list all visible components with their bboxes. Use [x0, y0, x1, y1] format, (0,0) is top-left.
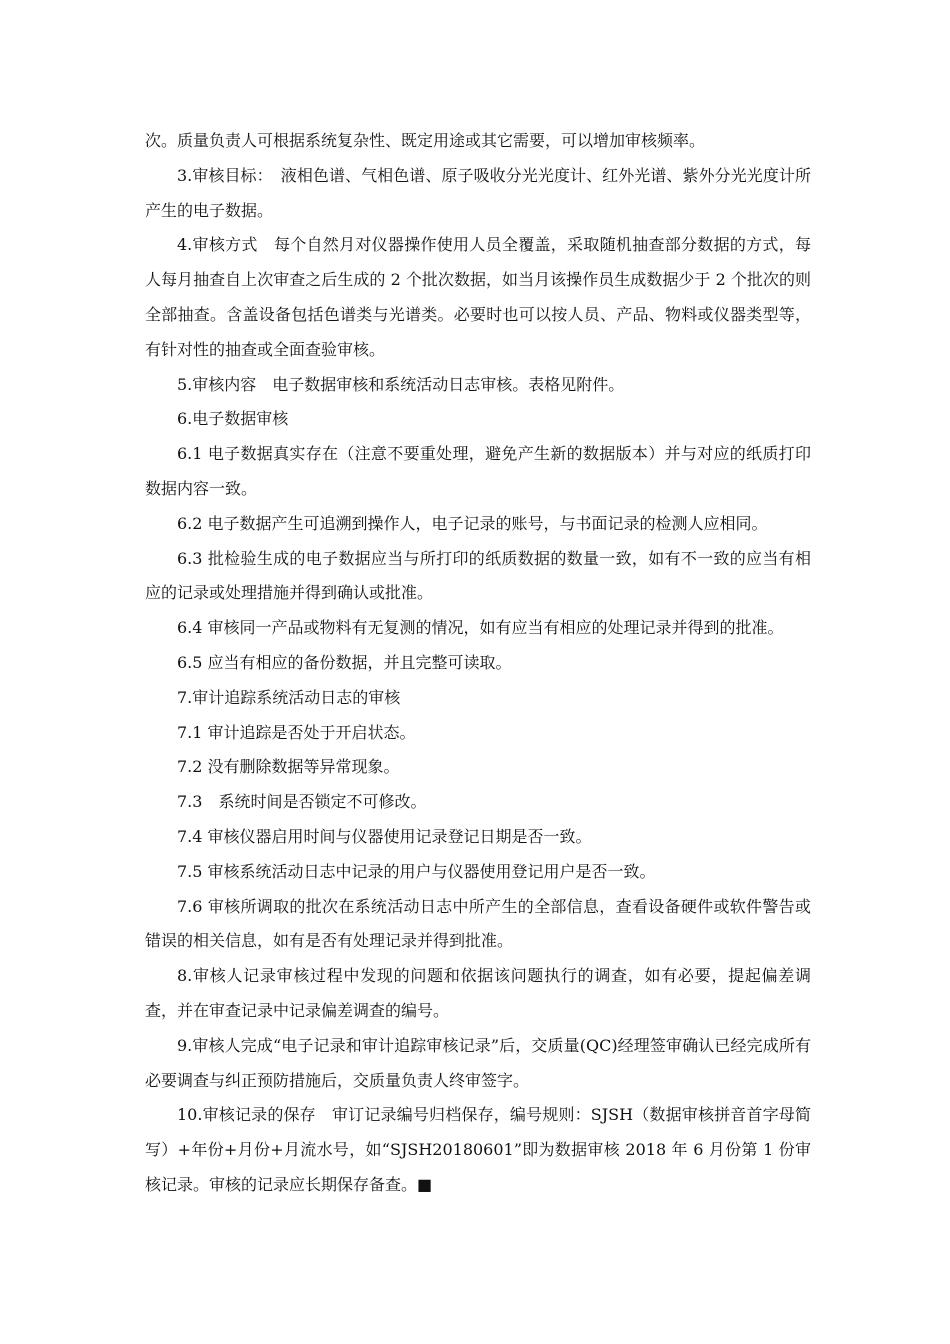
paragraph-6-3: 6.3 批检验生成的电子数据应当与所打印的纸质数据的数量一致，如有不一致的应当有相应的记录或处理措施并得到确认或批准。: [145, 548, 811, 603]
paragraph-6-1: 6.1 电子数据真实存在（注意不要重处理，避免产生新的数据版本）并与对应的纸质打印数据内容一致。: [145, 444, 811, 498]
paragraph-6-4: 6.4 审核同一产品或物料有无复测的情况，如有应当有相应的处理记录并得到的批准。: [177, 618, 784, 638]
paragraph-7-6: 7.6 审核所调取的批次在系统活动日志中所产生的全部信息，查看设备硬件或软件警告或错误的相关信息，如有是否有处理记录并得到批准。: [145, 896, 811, 951]
paragraph-10: 10.审核记录的保存 审订记录编号归档保存，编号规则：SJSH（数据审核拼音首字母简写）+年份+月份+月流水号，如“SJSH20180601”即为数据审核 2018 年 6 月份第 1 份审核记录。审核的记录应长期保存备查。■: [145, 1105, 811, 1194]
section-heading-6: 6.电子数据审核: [177, 409, 289, 429]
paragraph-6-2: 6.2 电子数据产生可追溯到操作人，电子记录的账号，与书面记录的检测人应相同。: [177, 513, 768, 533]
paragraph-3: 4.审核方式 每个自然月对仪器操作使用人员全覆盖，采取随机抽查部分数据的方式，每人每月抽查自上次审查之后生成的 2 个批次数据，如当月该操作员生成数据少于 2 个批次的则全部抽查。含盖设备包括色谱类与光谱类。必要时也可以按人员、产品、物料或仪器类型等，有针对性的抽查或全面查验审核。: [145, 235, 811, 359]
paragraph-7-1: 7.1 审计追踪是否处于开启状态。: [177, 722, 416, 742]
paragraph-4: 5.审核内容 电子数据审核和系统活动日志审核。表格见附件。: [177, 374, 625, 394]
section-heading-7: 7.审计追踪系统活动日志的审核: [177, 687, 401, 707]
document-body: [145, 124, 811, 1203]
paragraph-8: 8.审核人记录审核过程中发现的问题和依据该问题执行的调查，如有必要，提起偏差调查，并在审查记录中记录偏差调查的编号。: [145, 966, 811, 1020]
paragraph-7-5: 7.5 审核系统活动日志中记录的用户与仪器使用登记用户是否一致。: [177, 861, 656, 881]
paragraph-7-4: 7.4 审核仪器启用时间与仪器使用记录登记日期是否一致。: [177, 826, 592, 846]
paragraph-7-2: 7.2 没有删除数据等异常现象。: [177, 757, 400, 777]
paragraph-7-3: 7.3 系统时间是否锁定不可修改。: [177, 792, 427, 812]
paragraph-1: 次。质量负责人可根据系统复杂性、既定用途或其它需要，可以增加审核频率。: [145, 131, 706, 150]
paragraph-6-5: 6.5 应当有相应的备份数据，并且完整可读取。: [177, 652, 512, 672]
paragraph-2: 3.审核目标： 液相色谱、气相色谱、原子吸收分光光度计、红外光谱、紫外分光光度计所产生的电子数据。: [145, 165, 811, 220]
paragraph-9: 9.审核人完成“电子记录和审计追踪审核记录”后，交质量(QC)经理签审确认已经完成所有必要调查与纠正预防措施后，交质量负责人终审签字。: [145, 1035, 811, 1090]
